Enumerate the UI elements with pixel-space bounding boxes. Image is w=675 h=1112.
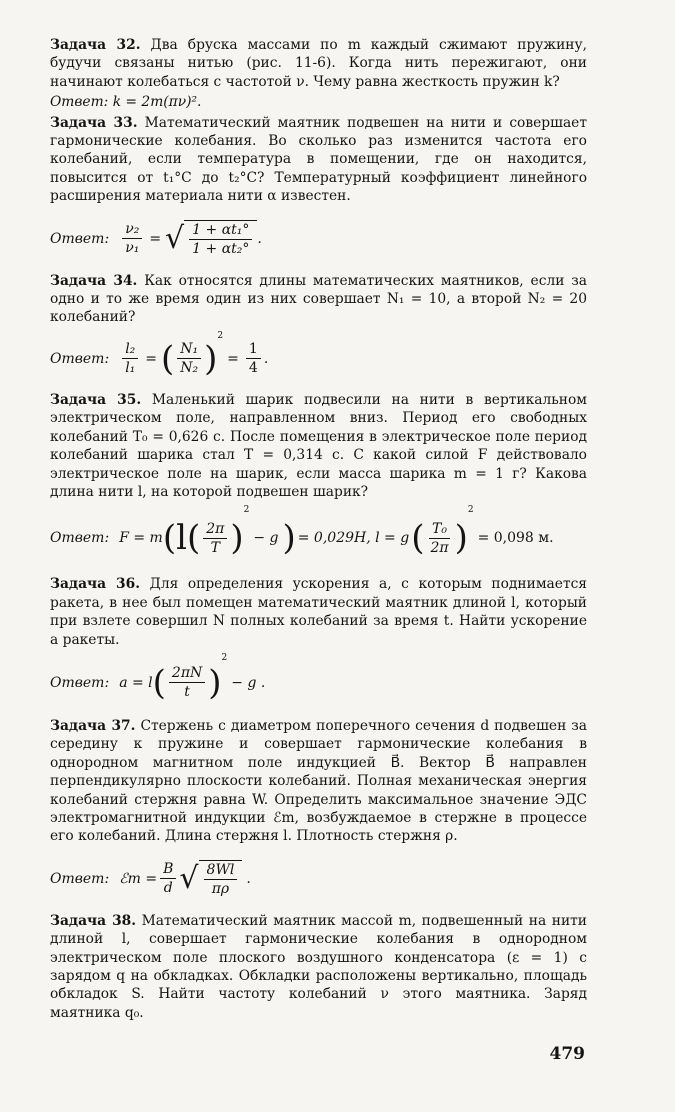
answer-36: Ответ: a = l ( $\frac{2\pi N}{t}$ ) 2 − g . (50, 652, 266, 703)
answer-label: Ответ: (50, 674, 110, 691)
numerator: 2π (203, 521, 227, 539)
numerator: 1 + αt₁° (189, 222, 252, 240)
fraction (122, 341, 138, 376)
task-heading: Задача 33. (50, 114, 138, 131)
denominator: l₁ (125, 360, 136, 377)
exponent: 2 (243, 505, 250, 516)
task-33 (50, 114, 587, 206)
formula-part: − g (253, 530, 279, 547)
answer-37 (50, 850, 587, 908)
exponent: 2 (221, 652, 228, 663)
answer-label: Ответ: (50, 94, 109, 111)
numerator: 1 (246, 341, 261, 359)
formula-part: = 0,098 м. (477, 530, 554, 547)
answer-33: Ответ: $\frac{\text{ν₂}}{\text{ν₁}}$ = √ $\frac{\text{1 + αt₁°}}{\text{1 + αt₂°}}$ . (50, 220, 262, 258)
denominator: πρ (211, 881, 230, 898)
fraction (122, 221, 142, 256)
period: . (246, 870, 251, 887)
square-root: √ $\frac{\text{1 + αt₁°}}{\text{1 + αt₂°}}$ (165, 220, 257, 257)
denominator: N₂ (180, 360, 199, 377)
period: . (257, 230, 262, 247)
formula-part: − g . (231, 674, 266, 691)
task-text: Стержень с диаметром поперечного сечения d подвешен за середину к пружине и совершает гармонические колебания в однородном магнитном поле индукцией B⃗. Вектор B⃗ направлен перпендикулярно плоскости колебаний. Полная механическая энергия колебаний стержня равна W. Определить максимальное значение ЭДС электромагнитной индукции ℰm, возбуждаемое в стержне в процессе его колебаний. Длина стержня l. Плотность стержня ρ. (50, 717, 588, 845)
numerator: T₀ (429, 521, 450, 539)
formula-part: ℰm = (119, 870, 158, 887)
answer-35: Ответ: F = m ( l( $\frac{2\pi}{T}$ ) 2 − g ) = 0,029H, l = g ( $\frac{\text{T₀}}{2\pi}$ ) 2 = 0,098 м. (50, 505, 554, 559)
answer-label: Ответ: (50, 870, 110, 887)
answer-label: Ответ: (50, 530, 110, 547)
task-38 (50, 912, 587, 1022)
task-34 (50, 272, 587, 327)
numerator: l₂ (122, 341, 138, 359)
task-text: Как относятся длины математических маятников, если за одно и то же время один из них совершает N₁ = 10, а второй N₂ = 20 колебаний? (50, 272, 588, 326)
numerator: ν₂ (122, 221, 142, 239)
denominator: 4 (248, 360, 258, 377)
task-heading: Задача 36. (50, 576, 141, 593)
page-number: 479 (549, 1044, 585, 1064)
task-heading: Задача 32. (50, 37, 141, 53)
denominator: T (210, 539, 220, 556)
numerator: 8Wl (204, 862, 238, 880)
answer-32 (50, 93, 587, 111)
task-37 (50, 717, 587, 846)
formula-part: = 0,029H, l = g (297, 530, 410, 547)
answer-label: Ответ: (50, 230, 110, 247)
denominator: t (184, 684, 190, 701)
denominator: ν₁ (125, 240, 140, 257)
period: . (263, 350, 269, 367)
task-32 (50, 36, 587, 91)
task-heading: Задача 35. (50, 391, 142, 408)
formula-part: F = m (119, 530, 163, 547)
task-text: Маленький шарик подвесили на нити в вертикальном электрическом поле, направленном вниз. Период его свободных колебаний T₀ = 0,626 с. После помещения в электрическое поле период колебаний шарика стал T = 0,314 с. С какой силой F действовало электрическое поле на шарик, если масса шарика m = 1 г? Какова длина нити l, на которой подвешен шарик? (50, 391, 587, 500)
answer-formula: k = 2m(πν)². (112, 94, 202, 111)
task-heading: Задача 38. (50, 912, 137, 929)
numerator: 2πN (169, 665, 205, 683)
task-text: Математический маятник массой m, подвешенный на нити длиной l, совершает гармонические колебания в однородном электрическом поле плоского воздушного конденсатора (ε = 1) с зарядом q на обкладках. Обкладки расположены вертикально, площадь обкладок S. Найти частоту колебаний ν этого маятника. Заряд маятника q₀. (50, 912, 587, 1021)
denominator: 2π (430, 539, 449, 556)
task-text: Математический маятник подвешен на нити и совершает гармонические колебания. Во сколько раз изменится частота его колебаний, если температура в помещении, где он находится, повысится от t₁°C до t₂°C? Температурный коэффициент линейного расширения материала нити α известен. (50, 114, 587, 205)
numerator: N₁ (177, 341, 201, 359)
numerator: B (160, 861, 176, 879)
denominator: d (163, 880, 173, 897)
square-root: √ $\frac{8Wl}{\pi\rho}$ (179, 860, 242, 897)
task-heading: Задача 34. (50, 272, 138, 289)
formula-part: a = l (119, 674, 153, 691)
exponent: 2 (467, 505, 474, 516)
task-text: Для определения ускорения a, с которым поднимается ракета, в нее был помещен математический маятник длиной l, который при взлете совершил N полных колебаний за время t. Найти ускорение a ракеты. (50, 576, 588, 648)
task-35 (50, 391, 587, 501)
answer-label: Ответ: (50, 350, 110, 367)
answer-34: Ответ: $\frac{\text{l₂}}{\text{l₁}}$ = ( $\frac{\text{N₁}}{\text{N₂}}$ ) 2 = $\frac{1}{4}$ . (50, 330, 269, 379)
task-36 (50, 575, 587, 649)
denominator: 1 + αt₂° (192, 241, 250, 258)
task-heading: Задача 37. (50, 717, 136, 734)
exponent: 2 (217, 330, 224, 341)
task-text: Два бруска массами по m каждый сжимают пружину, будучи связаны нитью (рис. 11-6). Когда нить пережигают, они начинают колебаться с частотой ν. Чему равна жесткость пружин k? (50, 37, 587, 90)
